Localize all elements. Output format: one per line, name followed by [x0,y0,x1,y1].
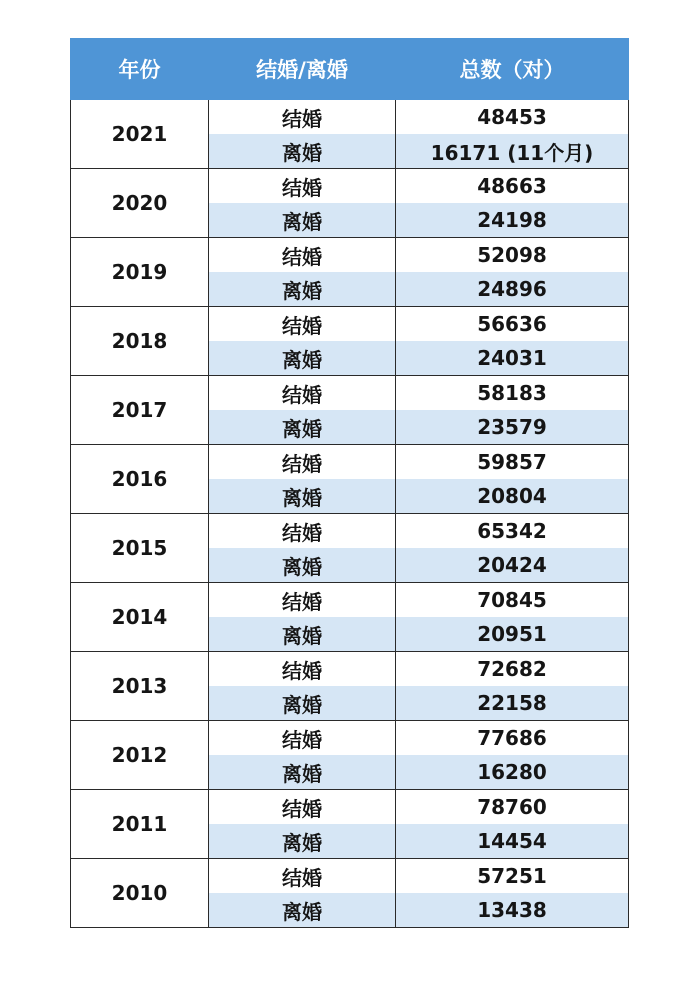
table-row-marriage [71,652,629,687]
marriage-divorce-table-container [70,38,628,928]
type-cell-divorce: 离婚 [209,548,396,583]
type-cell-divorce: 离婚 [209,134,396,169]
year-cell: 2020 [71,169,209,238]
total-cell-divorce: 24896 [396,272,629,307]
header-row [71,39,629,100]
type-cell-marriage: 结婚 [209,238,396,273]
type-cell-divorce: 离婚 [209,341,396,376]
year-cell: 2018 [71,307,209,376]
type-cell-divorce: 离婚 [209,617,396,652]
total-cell-marriage: 52098 [396,238,629,273]
year-cell: 2012 [71,721,209,790]
table-row-marriage [71,859,629,894]
total-cell-marriage: 72682 [396,652,629,687]
type-cell-marriage: 结婚 [209,583,396,618]
type-cell-divorce: 离婚 [209,686,396,721]
total-cell-marriage: 77686 [396,721,629,756]
type-cell-marriage: 结婚 [209,307,396,342]
year-cell: 2017 [71,376,209,445]
total-cell-marriage: 56636 [396,307,629,342]
year-cell: 2011 [71,790,209,859]
table-row-marriage [71,307,629,342]
table-row-marriage [71,721,629,756]
type-cell-divorce: 离婚 [209,410,396,445]
total-cell-divorce: 13438 [396,893,629,928]
year-cell: 2013 [71,652,209,721]
header-total: 总数（对） [396,39,629,100]
total-cell-divorce: 24198 [396,203,629,238]
header-year: 年份 [71,39,209,100]
year-cell: 2016 [71,445,209,514]
table-row-marriage [71,514,629,549]
table-body [71,100,629,928]
total-cell-marriage: 59857 [396,445,629,480]
total-cell-divorce: 22158 [396,686,629,721]
table-row-marriage [71,583,629,618]
total-cell-divorce: 20424 [396,548,629,583]
total-cell-divorce: 16280 [396,755,629,790]
total-cell-marriage: 78760 [396,790,629,825]
total-cell-divorce: 16171 (11个月) [396,134,629,169]
year-cell: 2014 [71,583,209,652]
year-cell: 2010 [71,859,209,928]
total-cell-marriage: 65342 [396,514,629,549]
table-row-marriage [71,376,629,411]
type-cell-marriage: 结婚 [209,376,396,411]
type-cell-marriage: 结婚 [209,652,396,687]
type-cell-marriage: 结婚 [209,514,396,549]
total-cell-marriage: 70845 [396,583,629,618]
type-cell-marriage: 结婚 [209,169,396,204]
type-cell-marriage: 结婚 [209,859,396,894]
total-cell-divorce: 20804 [396,479,629,514]
header-type: 结婚/离婚 [209,39,396,100]
total-cell-marriage: 48663 [396,169,629,204]
total-cell-marriage: 58183 [396,376,629,411]
type-cell-divorce: 离婚 [209,203,396,238]
type-cell-marriage: 结婚 [209,721,396,756]
total-cell-marriage: 57251 [396,859,629,894]
total-cell-divorce: 23579 [396,410,629,445]
type-cell-divorce: 离婚 [209,893,396,928]
total-cell-divorce: 14454 [396,824,629,859]
type-cell-marriage: 结婚 [209,445,396,480]
table-row-marriage [71,100,629,135]
table-row-marriage [71,238,629,273]
total-cell-divorce: 20951 [396,617,629,652]
type-cell-divorce: 离婚 [209,755,396,790]
table-row-marriage [71,445,629,480]
type-cell-divorce: 离婚 [209,824,396,859]
marriage-divorce-table [70,38,629,928]
table-row-marriage [71,790,629,825]
total-cell-divorce: 24031 [396,341,629,376]
type-cell-marriage: 结婚 [209,790,396,825]
total-cell-marriage: 48453 [396,100,629,135]
year-cell: 2021 [71,100,209,169]
year-cell: 2015 [71,514,209,583]
year-cell: 2019 [71,238,209,307]
type-cell-marriage: 结婚 [209,100,396,135]
type-cell-divorce: 离婚 [209,479,396,514]
table-row-marriage [71,169,629,204]
table-header [71,39,629,100]
type-cell-divorce: 离婚 [209,272,396,307]
